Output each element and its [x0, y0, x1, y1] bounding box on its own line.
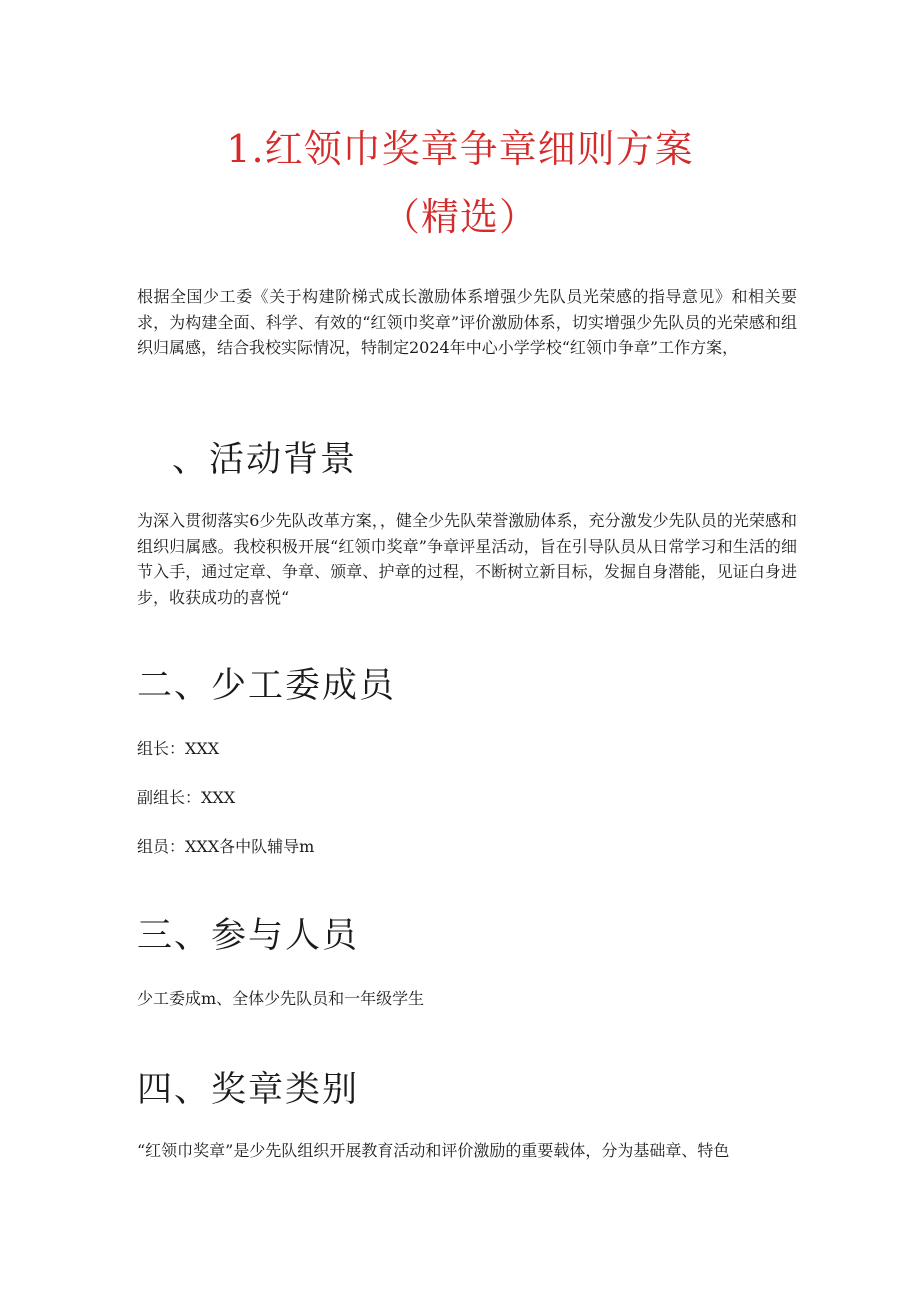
document-subtitle: （精选）	[381, 195, 538, 239]
document-title: 1.红领巾奖章争章细则方案	[226, 127, 694, 171]
committee-members: 组员：XXX各中队辅导m	[137, 837, 315, 856]
section-heading-participants: 三、参与人员	[137, 916, 360, 956]
section-body-medal-types: “红领巾奖章”是少先队组织开展教育活动和评价激励的重要载体，分为基础章、特色	[137, 1141, 730, 1160]
committee-leader: 组长：XXX	[137, 739, 220, 758]
intro-paragraph: 根据全国少工委《关于构建阶梯式成长激励体系增强少先队员光荣感的指导意见》和相关要求，为构建全面、科学、有效的“红领巾奖章”评价激励体系，切实增强少先队员的光荣感和组织归属感，结合我校实际情况，特制定2024年中心小学学校“红领巾争章”工作方案，	[137, 287, 797, 357]
section-heading-committee: 二、少工委成员	[137, 666, 397, 706]
section-heading-medal-types: 四、奖章类别	[137, 1070, 360, 1110]
committee-deputy-leader: 副组长：XXX	[137, 788, 236, 807]
section-heading-background: 、活动背景	[172, 440, 358, 480]
section-body-participants: 少工委成m、全体少先队员和一年级学生	[137, 989, 425, 1008]
section-body-background: 为深入贯彻落实6少先队改革方案，，健全少先队荣誉激励体系，充分激发少先队员的光荣感和组织归属感。我校积极开展“红领巾奖章”争章评星活动，旨在引导队员从日常学习和生活的细节入手，通过定章、争章、颁章、护章的过程，不断树立新目标，发掘自身潜能，见证白身进步，收获成功的喜悦“	[137, 511, 797, 607]
